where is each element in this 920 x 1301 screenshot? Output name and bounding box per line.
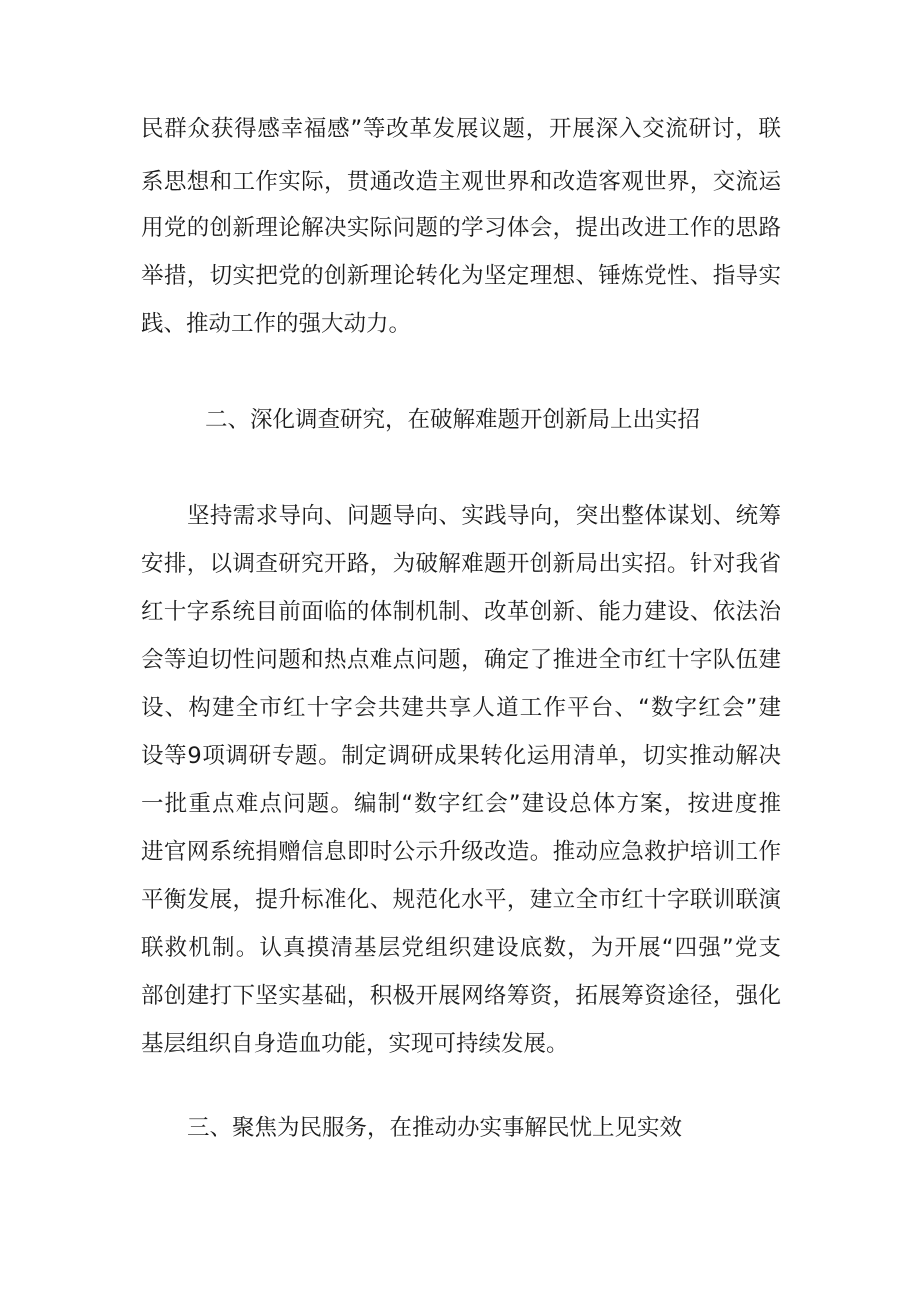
paragraph-2-line-12: 基层组织自身造血功能，实现可持续发展。 <box>141 1031 569 1057</box>
paragraph-2-line-4: 会等迫切性问题和热点难点问题，确定了推进全市红十字队伍建 <box>141 647 781 673</box>
paragraph-2-line-6: 设等9项调研专题。制定调研成果转化运用清单，切实推动解决 <box>141 743 781 769</box>
paragraph-1-line-1: 民群众获得感幸福感”等改革发展议题，开展深入交流研讨，联 <box>141 116 781 142</box>
paragraph-2-line-7: 一批重点难点问题。编制“数字红会”建设总体方案，按进度推 <box>141 791 781 817</box>
paragraph-2-line-9: 平衡发展，提升标准化、规范化水平，建立全市红十字联训联演 <box>141 887 781 913</box>
paragraph-1-line-2: 系思想和工作实际，贯通改造主观世界和改造客观世界，交流运 <box>141 169 781 195</box>
paragraph-1-line-3: 用党的创新理论解决实际问题的学习体会，提出改进工作的思路 <box>141 215 781 241</box>
paragraph-2-line-5: 设、构建全市红十字会共建共享人道工作平台、“数字红会”建 <box>141 695 781 721</box>
paragraph-2-line-8: 进官网系统捐赠信息即时公示升级改造。推动应急救护培训工作 <box>141 839 781 865</box>
paragraph-2-line-11: 部创建打下坚实基础，积极开展网络筹资，拓展筹资途径，强化 <box>141 983 781 1009</box>
paragraph-1-line-5: 践、推动工作的强大动力。 <box>141 311 412 337</box>
paragraph-1-line-4: 举措，切实把党的创新理论转化为坚定理想、锤炼党性、指导实 <box>141 263 781 289</box>
section-heading-3: 三、聚焦为民服务，在推动办实事解民忧上见实效 <box>187 1115 683 1141</box>
paragraph-2-line-1: 坚持需求导向、问题导向、实践导向，突出整体谋划、统筹 <box>187 503 781 529</box>
section-heading-2: 二、深化调查研究，在破解难题开创新局上出实招 <box>205 407 701 433</box>
paragraph-2-line-3: 红十字系统目前面临的体制机制、改革创新、能力建设、依法治 <box>141 599 781 625</box>
paragraph-2-line-10: 联救机制。认真摸清基层党组织建设底数，为开展“四强”党支 <box>141 935 781 961</box>
paragraph-2-line-2: 安排，以调查研究开路，为破解难题开创新局出实招。针对我省 <box>141 551 781 577</box>
